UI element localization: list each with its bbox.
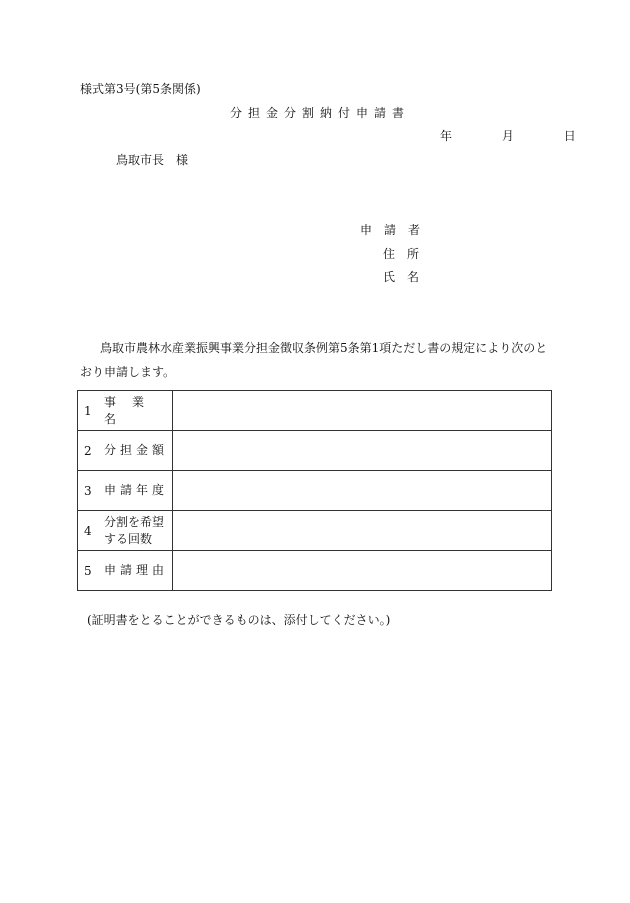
- addressee: 鳥取市長 様: [116, 153, 189, 167]
- item-label-cell: [78, 471, 173, 511]
- share-amount-field[interactable]: [173, 431, 552, 471]
- table-row: [78, 511, 552, 551]
- item-number: 1: [84, 403, 92, 418]
- form-number: 様式第3号(第5条関係): [80, 82, 201, 96]
- application-statement: 鳥取市農林水産業振興事業分担金徴収条例第5条第1項ただし書の規定により次のとおり申請します。: [80, 341, 548, 379]
- item-label-fiscal-year: 申請年度: [104, 483, 169, 497]
- reason-field[interactable]: [173, 551, 552, 591]
- fiscal-year-field[interactable]: [173, 471, 552, 511]
- applicant-address-label: 住所: [383, 247, 432, 261]
- table-row: [78, 551, 552, 591]
- project-name-field[interactable]: [173, 391, 552, 431]
- date-line: [440, 127, 598, 144]
- table-row: [78, 391, 552, 431]
- item-label-share-amount: 分担金額: [104, 443, 169, 457]
- item-label-installment-count: 分割を希望する回数: [104, 514, 165, 546]
- attachment-note: (証明書をとることができるものは、添付してください。): [87, 613, 391, 627]
- item-number: 3: [84, 483, 92, 498]
- document-title: 分担金分割納付申請書: [229, 106, 410, 120]
- table-row: [78, 471, 552, 511]
- application-items-table: [77, 390, 552, 591]
- item-label-cell: [78, 431, 173, 471]
- item-label-project-name: 事業名: [104, 394, 161, 426]
- item-number: 4: [84, 523, 92, 538]
- date-month-label: 月: [501, 129, 514, 143]
- date-year-label: 年: [440, 129, 453, 143]
- applicant-heading: 申請者: [360, 223, 433, 237]
- table-row: [78, 431, 552, 471]
- installment-count-field[interactable]: [173, 511, 552, 551]
- item-label-cell: [78, 551, 173, 591]
- item-label-reason: 申請理由: [104, 563, 169, 577]
- item-number: 5: [84, 563, 92, 578]
- item-label-cell: [78, 511, 173, 551]
- date-day-label: 日: [563, 129, 576, 143]
- item-label-cell: [78, 391, 173, 431]
- applicant-name-label: 氏名: [383, 270, 432, 284]
- item-number: 2: [84, 443, 92, 458]
